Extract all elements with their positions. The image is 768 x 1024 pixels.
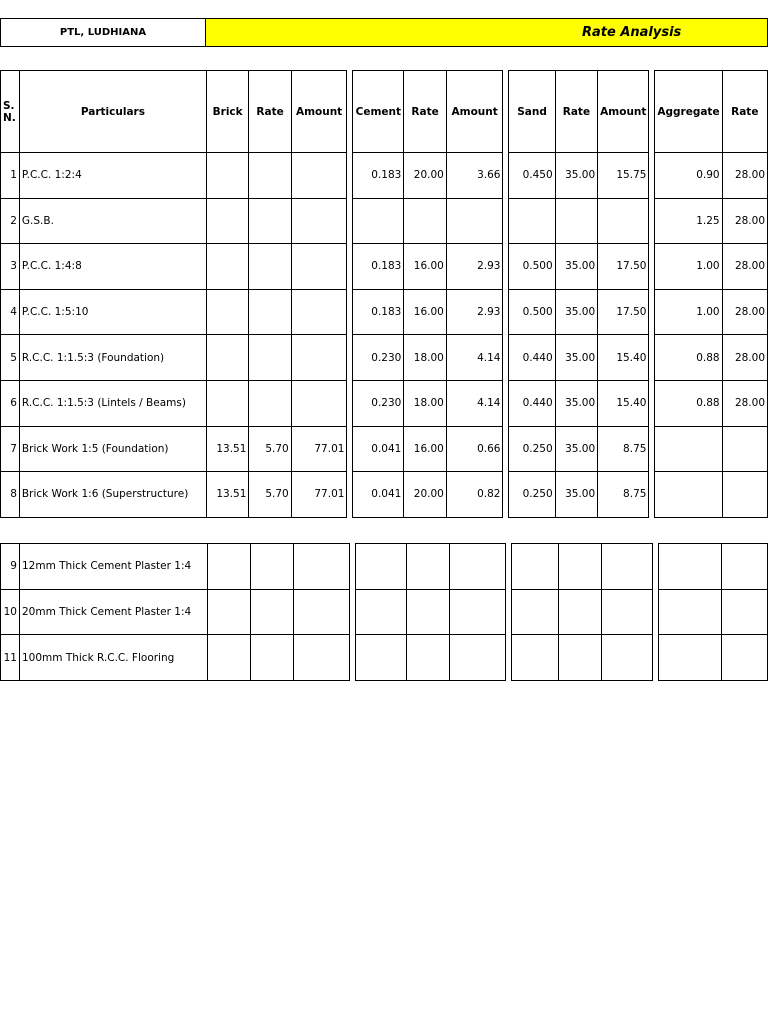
cell-aggregate-rate[interactable]: 28.00 — [722, 289, 767, 335]
cell-aggregate[interactable]: 1.25 — [655, 198, 722, 244]
cell-sand[interactable]: 0.250 — [509, 426, 555, 472]
cell-aggregate-rate[interactable] — [722, 472, 767, 518]
cell-cement-rate[interactable] — [406, 635, 449, 681]
cell-cement-rate[interactable]: 16.00 — [404, 244, 447, 290]
cell-sn[interactable]: 10 — [1, 589, 20, 635]
cell-sn[interactable]: 11 — [1, 635, 20, 681]
cell-sand[interactable]: 0.450 — [509, 153, 555, 199]
cell-cement-rate[interactable] — [406, 589, 449, 635]
cell-sand-rate[interactable] — [555, 198, 598, 244]
cell-cement-amount[interactable] — [449, 544, 506, 590]
cell-cement-rate[interactable] — [406, 544, 449, 590]
cell-sand[interactable]: 0.440 — [509, 380, 555, 426]
cell-cement-amount[interactable]: 0.66 — [446, 426, 503, 472]
header-brick-rate[interactable]: Rate — [249, 71, 291, 153]
header-particulars[interactable]: Particulars — [19, 71, 206, 153]
cell-particulars[interactable]: P.C.C. 1:2:4 — [19, 153, 206, 199]
header-sn[interactable]: S. N. — [1, 71, 20, 153]
cell-cement-rate[interactable]: 18.00 — [404, 335, 447, 381]
cell-sand[interactable] — [512, 544, 559, 590]
table-row — [1, 289, 768, 335]
header-sand-amount[interactable]: Amount — [598, 71, 649, 153]
cell-particulars[interactable]: R.C.C. 1:1.5:3 (Foundation) — [19, 335, 206, 381]
cell-sand[interactable]: 0.500 — [509, 244, 555, 290]
cell-aggregate[interactable] — [659, 544, 722, 590]
company-name-cell[interactable] — [0, 18, 206, 47]
cell-brick-rate[interactable] — [250, 544, 293, 590]
cell-cement-amount[interactable]: 4.14 — [446, 380, 503, 426]
cell-particulars[interactable]: 100mm Thick R.C.C. Flooring — [19, 635, 207, 681]
cell-particulars[interactable]: P.C.C. 1:5:10 — [19, 289, 206, 335]
cell-cement-amount[interactable] — [446, 198, 503, 244]
cell-aggregate-rate[interactable] — [722, 426, 767, 472]
cell-sand-amount[interactable]: 8.75 — [598, 426, 649, 472]
table-row — [1, 153, 768, 199]
cell-brick-rate[interactable] — [249, 198, 291, 244]
cell-aggregate[interactable]: 1.00 — [655, 244, 722, 290]
cell-sand-rate[interactable]: 35.00 — [555, 426, 598, 472]
cell-aggregate[interactable] — [659, 589, 722, 635]
cell-sand[interactable]: 0.500 — [509, 289, 555, 335]
cell-cement[interactable]: 0.230 — [353, 335, 404, 381]
cell-brick-amount[interactable] — [291, 289, 347, 335]
cell-brick[interactable] — [207, 544, 250, 590]
cell-aggregate[interactable]: 0.88 — [655, 335, 722, 381]
cell-sand[interactable]: 0.250 — [509, 472, 555, 518]
cell-sand-rate[interactable]: 35.00 — [555, 335, 598, 381]
cell-brick[interactable] — [206, 380, 249, 426]
cell-brick-amount[interactable]: 77.01 — [291, 426, 347, 472]
cell-sand-amount[interactable]: 17.50 — [598, 289, 649, 335]
cell-sand-rate[interactable] — [559, 544, 602, 590]
header-cement-rate[interactable]: Rate — [404, 71, 447, 153]
cell-sand-rate[interactable]: 35.00 — [555, 153, 598, 199]
rate-analysis-table — [0, 70, 768, 518]
header-sand-rate[interactable]: Rate — [555, 71, 598, 153]
cell-brick-rate[interactable] — [250, 589, 293, 635]
cell-brick-amount[interactable]: 77.01 — [291, 472, 347, 518]
table-row — [1, 589, 768, 635]
cell-sn[interactable]: 4 — [1, 289, 20, 335]
cell-particulars[interactable]: R.C.C. 1:1.5:3 (Lintels / Beams) — [19, 380, 206, 426]
cell-cement-amount[interactable]: 4.14 — [446, 335, 503, 381]
cell-particulars[interactable]: Brick Work 1:6 (Superstructure) — [19, 472, 206, 518]
cell-particulars[interactable]: Brick Work 1:5 (Foundation) — [19, 426, 206, 472]
cell-aggregate[interactable]: 0.88 — [655, 380, 722, 426]
cell-cement[interactable]: 0.041 — [353, 472, 404, 518]
cell-sand-rate[interactable] — [559, 589, 602, 635]
cell-sand-amount[interactable] — [602, 635, 653, 681]
cell-cement-amount[interactable] — [449, 635, 506, 681]
cell-sand-amount[interactable] — [602, 589, 653, 635]
cell-aggregate[interactable] — [655, 472, 722, 518]
cell-particulars[interactable]: P.C.C. 1:4:8 — [19, 244, 206, 290]
cell-sand-amount[interactable]: 17.50 — [598, 244, 649, 290]
cell-sand[interactable] — [509, 198, 555, 244]
header-row — [1, 71, 768, 153]
cell-sn[interactable]: 3 — [1, 244, 20, 290]
cell-cement[interactable] — [355, 589, 406, 635]
cell-brick-amount[interactable] — [291, 335, 347, 381]
cell-cement[interactable]: 0.041 — [353, 426, 404, 472]
cell-brick[interactable] — [206, 153, 249, 199]
cell-brick-amount[interactable] — [293, 635, 349, 681]
cell-aggregate[interactable]: 1.00 — [655, 289, 722, 335]
cell-cement[interactable] — [355, 544, 406, 590]
cell-brick-amount[interactable] — [293, 544, 349, 590]
cell-brick[interactable] — [207, 635, 250, 681]
cell-sand[interactable]: 0.440 — [509, 335, 555, 381]
cell-brick-rate[interactable] — [249, 335, 291, 381]
cell-brick-rate[interactable] — [249, 380, 291, 426]
cell-sn[interactable]: 2 — [1, 198, 20, 244]
cell-sand[interactable] — [512, 589, 559, 635]
header-aggregate[interactable]: Aggregate — [655, 71, 722, 153]
cell-brick-rate[interactable]: 5.70 — [249, 426, 291, 472]
cell-cement-rate[interactable]: 20.00 — [404, 153, 447, 199]
cell-aggregate-rate[interactable]: 28.00 — [722, 380, 767, 426]
cell-sand-rate[interactable]: 35.00 — [555, 244, 598, 290]
cell-brick[interactable] — [206, 289, 249, 335]
cell-brick-rate[interactable]: 5.70 — [249, 472, 291, 518]
cell-cement[interactable]: 0.183 — [353, 153, 404, 199]
cell-sand[interactable] — [512, 635, 559, 681]
cell-cement[interactable] — [353, 198, 404, 244]
cell-cement[interactable]: 0.230 — [353, 380, 404, 426]
cell-brick-rate[interactable] — [249, 289, 291, 335]
header-sand[interactable]: Sand — [509, 71, 555, 153]
cell-brick-amount[interactable] — [293, 589, 349, 635]
cell-sand-rate[interactable] — [559, 635, 602, 681]
cell-sand-amount[interactable]: 15.40 — [598, 335, 649, 381]
cell-sn[interactable]: 6 — [1, 380, 20, 426]
cell-cement-amount[interactable] — [449, 589, 506, 635]
cell-brick[interactable] — [206, 244, 249, 290]
cell-aggregate-rate[interactable]: 28.00 — [722, 198, 767, 244]
cell-cement-amount[interactable]: 0.82 — [446, 472, 503, 518]
company-name: PTL, LUDHIANA — [59, 27, 147, 38]
cell-cement-rate[interactable]: 20.00 — [404, 472, 447, 518]
cell-brick-amount[interactable] — [291, 244, 347, 290]
cell-brick[interactable]: 13.51 — [206, 472, 249, 518]
cell-brick[interactable] — [206, 198, 249, 244]
cell-sn[interactable]: 9 — [1, 544, 20, 590]
cell-cement-rate[interactable]: 16.00 — [404, 426, 447, 472]
cell-particulars[interactable]: G.S.B. — [19, 198, 206, 244]
table-row — [1, 472, 768, 518]
table-row — [1, 380, 768, 426]
cell-brick-amount[interactable] — [291, 380, 347, 426]
cell-cement-rate[interactable]: 18.00 — [404, 380, 447, 426]
cell-aggregate[interactable] — [655, 426, 722, 472]
cell-sn[interactable]: 1 — [1, 153, 20, 199]
cell-aggregate[interactable] — [659, 635, 722, 681]
table-row — [1, 426, 768, 472]
cell-cement-rate[interactable] — [404, 198, 447, 244]
cell-sand-amount[interactable] — [598, 198, 649, 244]
cell-brick-rate[interactable] — [249, 244, 291, 290]
cell-cement[interactable] — [355, 635, 406, 681]
cell-sand-rate[interactable]: 35.00 — [555, 380, 598, 426]
table-row — [1, 244, 768, 290]
cell-cement[interactable]: 0.183 — [353, 289, 404, 335]
cell-brick[interactable]: 13.51 — [206, 426, 249, 472]
cell-aggregate-rate[interactable]: 28.00 — [722, 153, 767, 199]
header-cement[interactable]: Cement — [353, 71, 404, 153]
header-aggregate-rate[interactable]: Rate — [722, 71, 767, 153]
cell-sand-rate[interactable]: 35.00 — [555, 472, 598, 518]
cell-brick[interactable] — [206, 335, 249, 381]
cell-aggregate-rate[interactable] — [721, 544, 767, 590]
cell-sn[interactable]: 8 — [1, 472, 20, 518]
cell-brick-rate[interactable] — [249, 153, 291, 199]
cell-cement-rate[interactable]: 16.00 — [404, 289, 447, 335]
table-row — [1, 335, 768, 381]
table-row — [1, 544, 768, 590]
sheet-title-cell[interactable] — [206, 18, 768, 47]
cell-aggregate-rate[interactable] — [721, 635, 767, 681]
cell-cement-amount[interactable]: 2.93 — [446, 244, 503, 290]
cell-aggregate-rate[interactable] — [721, 589, 767, 635]
sheet-title: Rate Analysis — [582, 25, 682, 40]
cell-sand-amount[interactable]: 15.75 — [598, 153, 649, 199]
rate-analysis-table-continued — [0, 543, 768, 681]
cell-cement[interactable]: 0.183 — [353, 244, 404, 290]
cell-brick-amount[interactable] — [291, 153, 347, 199]
cell-aggregate-rate[interactable]: 28.00 — [722, 335, 767, 381]
cell-cement-amount[interactable]: 3.66 — [446, 153, 503, 199]
cell-sand-amount[interactable] — [602, 544, 653, 590]
header-brick[interactable]: Brick — [206, 71, 249, 153]
cell-aggregate-rate[interactable]: 28.00 — [722, 244, 767, 290]
cell-brick[interactable] — [207, 589, 250, 635]
cell-particulars[interactable]: 12mm Thick Cement Plaster 1:4 — [19, 544, 207, 590]
header-brick-amount[interactable]: Amount — [291, 71, 347, 153]
cell-cement-amount[interactable]: 2.93 — [446, 289, 503, 335]
cell-aggregate[interactable]: 0.90 — [655, 153, 722, 199]
cell-sand-rate[interactable]: 35.00 — [555, 289, 598, 335]
cell-sn[interactable]: 7 — [1, 426, 20, 472]
cell-brick-amount[interactable] — [291, 198, 347, 244]
table-row — [1, 635, 768, 681]
table-row — [1, 198, 768, 244]
cell-sand-amount[interactable]: 15.40 — [598, 380, 649, 426]
cell-sn[interactable]: 5 — [1, 335, 20, 381]
cell-brick-rate[interactable] — [250, 635, 293, 681]
cell-sand-amount[interactable]: 8.75 — [598, 472, 649, 518]
cell-particulars[interactable]: 20mm Thick Cement Plaster 1:4 — [19, 589, 207, 635]
header-cement-amount[interactable]: Amount — [446, 71, 503, 153]
